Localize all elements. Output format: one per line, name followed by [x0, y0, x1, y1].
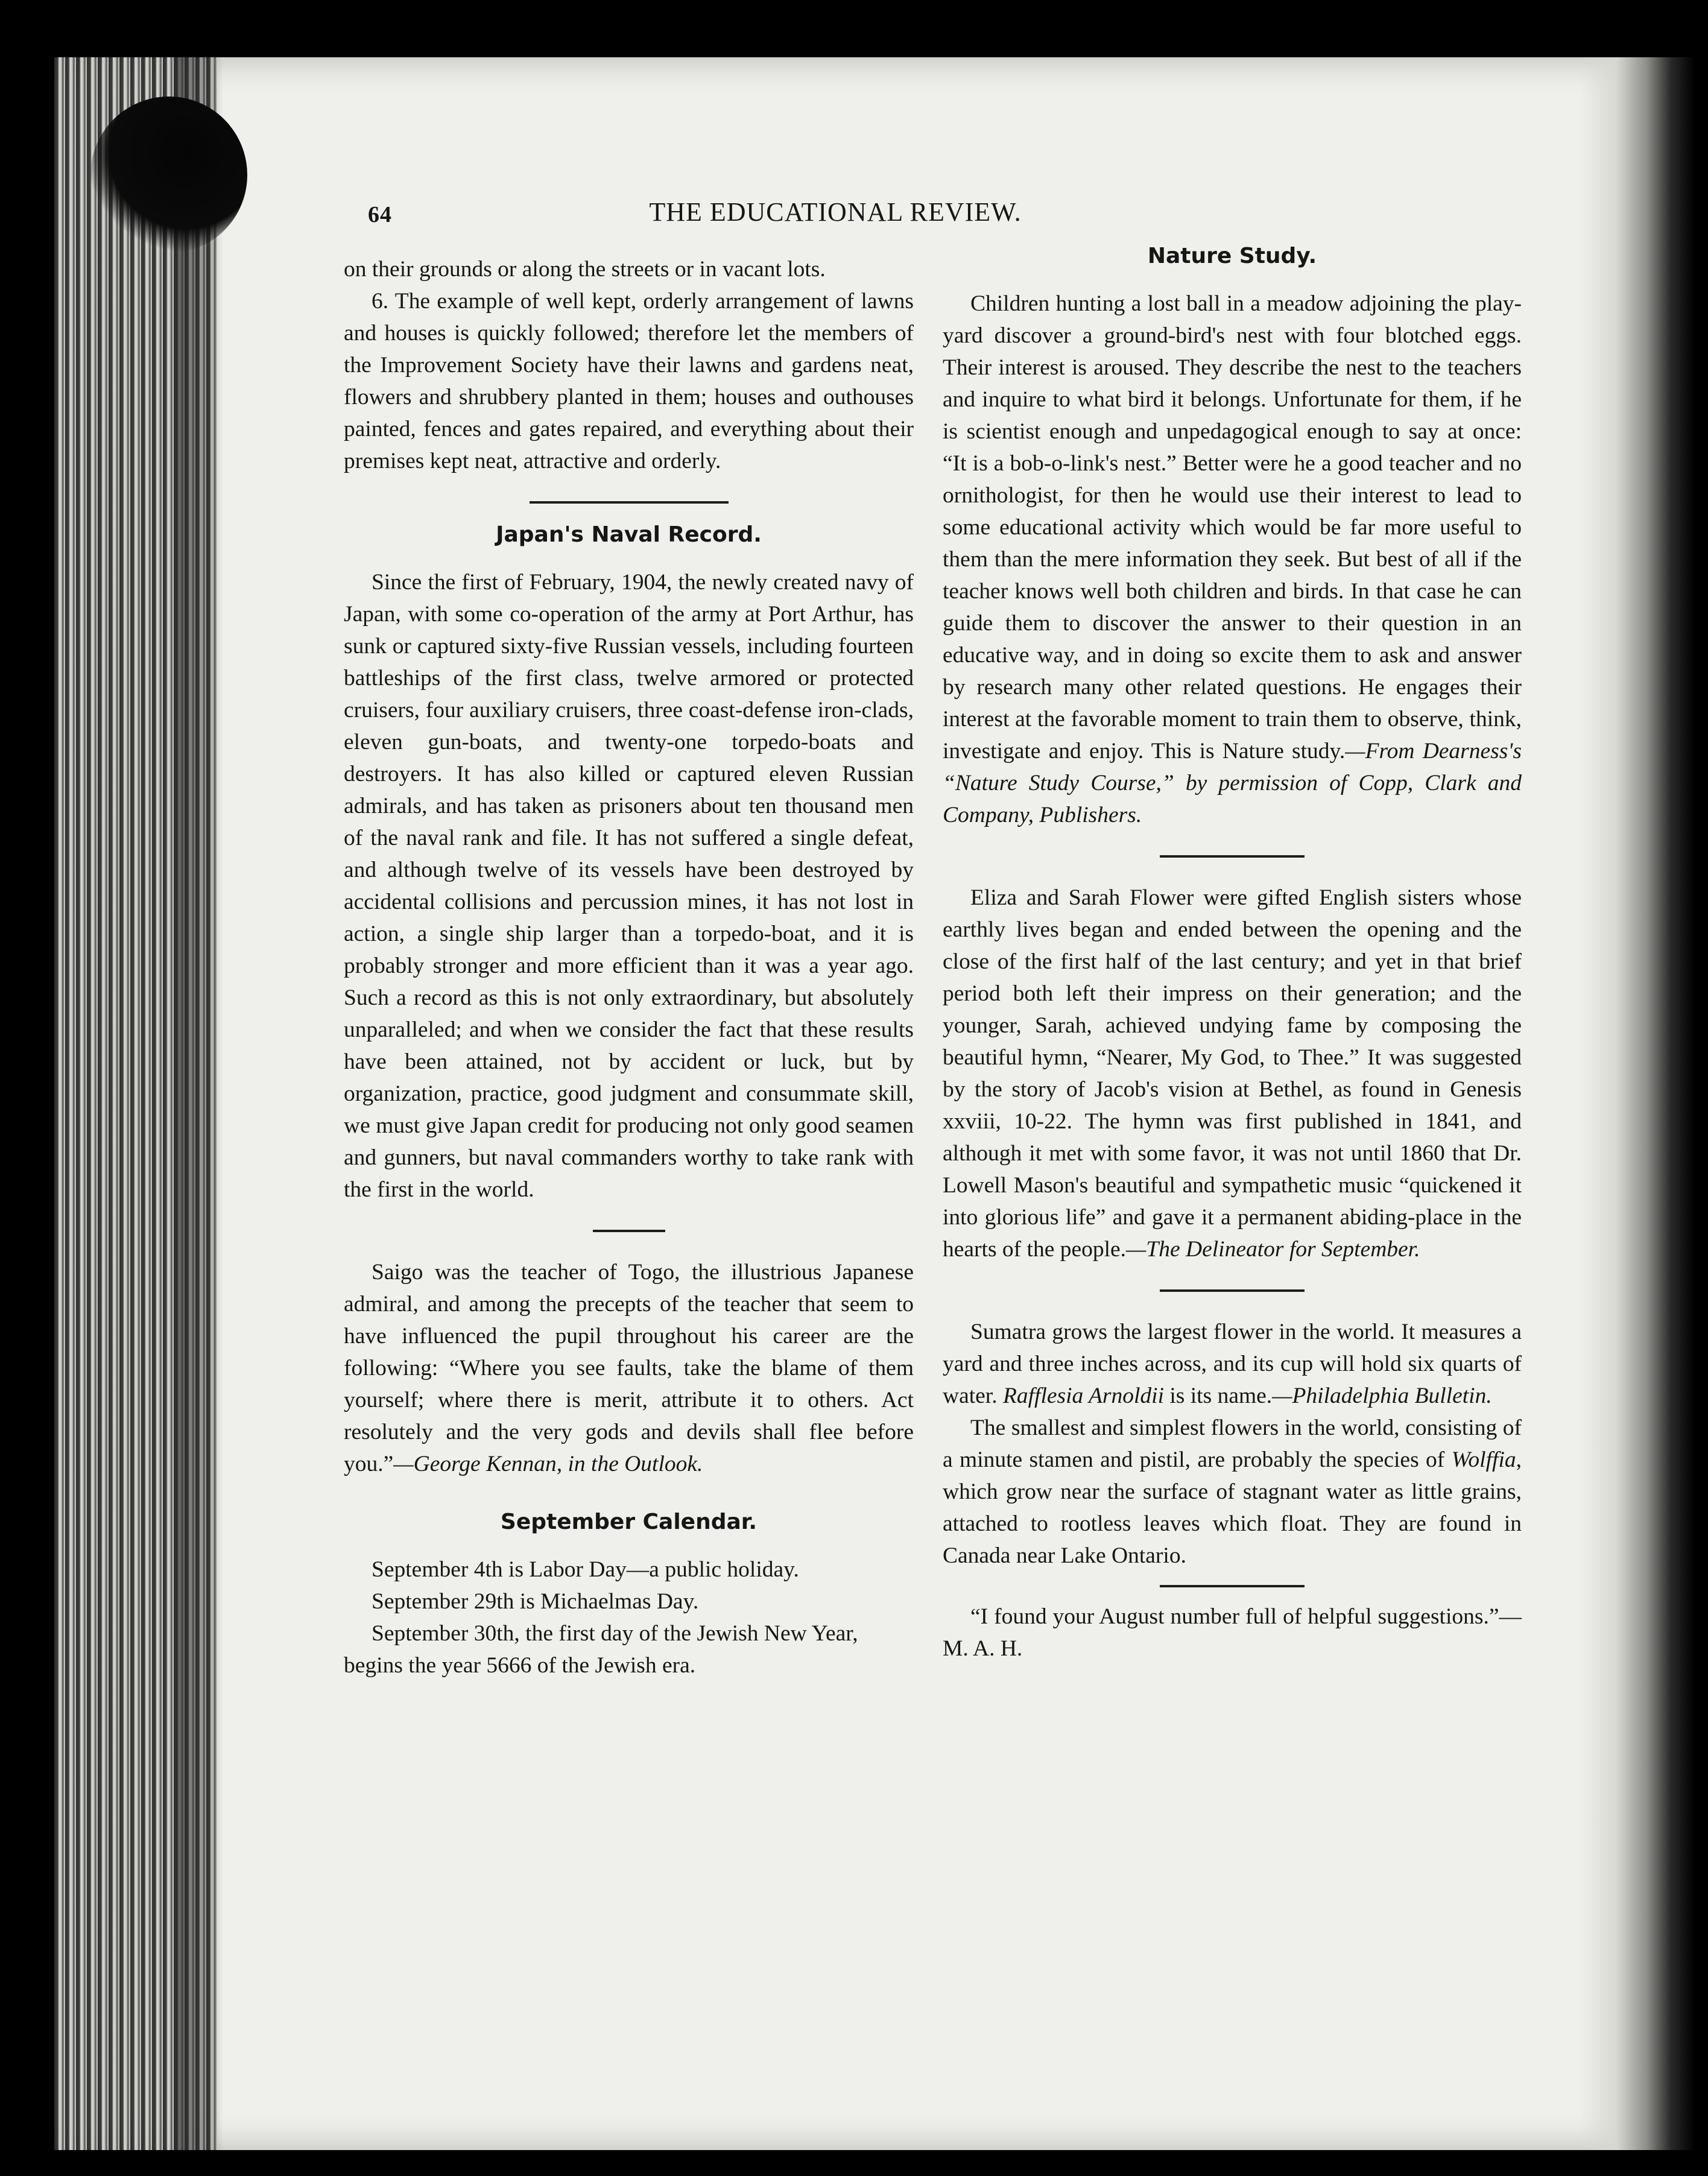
nature-study-paragraph — [943, 288, 1522, 831]
calendar-item: September 29th is Michaelmas Day. — [372, 1589, 699, 1614]
sumatra-text: Sumatra grows the largest flower in the world. It measures a yard and three inches across, and its cup will hold six quarts of water. — [943, 1320, 1522, 1408]
calendar-item: September 30th, the first day of the Jewish New Year, begins the year 5666 of the Jewish era. — [344, 1621, 858, 1678]
journal-title: THE EDUCATIONAL REVIEW. — [649, 197, 1022, 227]
reader-quote: “I found your August number full of helpful suggestions.”—M. A. H. — [943, 1604, 1522, 1661]
sumatra-source: —Philadelphia Bulletin. — [1272, 1384, 1492, 1408]
nature-study-heading: Nature Study. — [1147, 244, 1317, 268]
saigo-source: —George Kennan, in the Outlook. — [393, 1452, 703, 1476]
nature-study-text: Children hunting a lost ball in a meadow adjoining the play-yard discover a ground-bird's nest with four blotched eggs. Their interest is aroused. They describe the nest to the teachers and inquire to what bird it belongs. Unfortunate for them, if he is scientist enough and unpedagogical enough to say at once: “It is a bob-o-link's nest.” Better were he a good teacher and no ornithologist, for then he would use their interest to lead to some educational activity which would be far more useful to them than the mere information they seek. But best of all if the teacher knows well both children and birds. In that case he can guide them to discover the answer to their question in an educative way, and in doing so excite them to ask and answer by research many other related questions. He engages their interest at the favorable moment to train them to observe, think, investigate and enjoy. This is Nature study. — [943, 291, 1522, 764]
saigo-paragraph — [344, 1256, 914, 1480]
september-calendar-heading: September Calendar. — [500, 1510, 758, 1534]
sumatra-plant-name: Rafflesia Arnoldii — [1002, 1384, 1164, 1408]
flower-sisters-text: Eliza and Sarah Flower were gifted English sisters whose earthly lives began and ended between the opening and the close of the first half of the last century; and yet in that brief period both left their impress on their generation; and the younger, Sarah, achieved undying fame by composing the beautiful hymn, “Nearer, My God, to Thee.” It was suggested by the story of Jacob's vision at Bethel, as found in Genesis xxviii, 10-22. The hymn was first published in 1841, and although it met with some favor, it was not until 1860 that Dr. Lowell Mason's beautiful and sympathetic music “quickened it into glorious life” and gave it a permanent abiding-place in the hearts of the people. — [943, 885, 1522, 1262]
nature-study-source: —From Dearness's “Nature Study Course,” by permission of Copp, Clark and Company, Publishers. — [943, 739, 1522, 827]
continued-paragraph: on their grounds or along the streets or in vacant lots. — [344, 257, 826, 282]
saigo-text: Saigo was the teacher of Togo, the illustrious Japanese admiral, and among the precepts of the teacher that seem to have influenced the pupil throughout his career are the following: “Where you see faults, take the blame of them yourself; where there is merit, attribute it to others. Act resolutely and the very gods and devils shall flee before you.” — [344, 1260, 914, 1476]
wolffia-name: Wolffia — [1451, 1447, 1516, 1472]
item-6-paragraph: 6. The example of well kept, orderly arrangement of lawns and houses is quickly followed; therefore let the members of the Improvement Society have their lawns and gardens neat, flowers and shrubbery planted in them; houses and outhouses painted, fences and gates repaired, and everything about their premises kept neat, attractive and orderly. — [344, 289, 914, 473]
right-page-curl — [1580, 57, 1708, 2150]
page-number: 64 — [368, 202, 392, 227]
calendar-item: September 4th is Labor Day—a public holiday. — [372, 1557, 799, 1582]
sumatra-paragraph: Sumatra grows the largest flower in the world. It measures a yard and three inches across, and its cup will hold six quarts of water. Rafflesia Arnoldii is its name.—Philadelphia Bulletin. — [943, 1320, 1522, 1408]
smallest-flowers-paragraph: The smallest and simplest flowers in the world, consisting of a minute stamen and pistil, are probably the species of Wolffia, which grow near the surface of stagnant water as little grains, attached to rootless leaves which float. They are found in Canada near Lake Ontario. — [943, 1415, 1522, 1568]
left-column — [344, 253, 914, 1681]
japan-naval-paragraph: Since the first of February, 1904, the newly created navy of Japan, with some co-operation of the army at Port Arthur, has sunk or captured sixty-five Russian vessels, including fourteen battleships of the first class, twelve armored or protected cruisers, four auxiliary cruisers, three coast-defense iron-clads, eleven gun-boats, and twenty-one torpedo-boats and destroyers. It has also killed or captured eleven Russian admirals, and has taken as prisoners about ten thousand men of the naval rank and file. It has not suffered a single defeat, and although twelve of its vessels have been destroyed by accidental collisions and percussion mines, it has not lost in action, a single ship larger than a torpedo-boat, and it is probably stronger and more efficient than it was a year ago. Such a record as this is not only extraordinary, but absolutely unparalleled; and when we consider the fact that these results have been attained, not by accident or luck, but by organization, practice, good judgment and consummate skill, we must give Japan credit for producing not only good seamen and gunners, but naval commanders worthy to take rank with the first in the world. — [344, 570, 914, 1202]
calendar-list — [344, 1554, 914, 1681]
flower-sisters-paragraph — [943, 882, 1522, 1265]
japan-naval-heading: Japan's Naval Record. — [496, 522, 762, 547]
binding-shadow — [175, 57, 223, 2150]
right-column — [943, 238, 1522, 1665]
flower-sisters-source: —The Delineator for September. — [1126, 1237, 1420, 1262]
